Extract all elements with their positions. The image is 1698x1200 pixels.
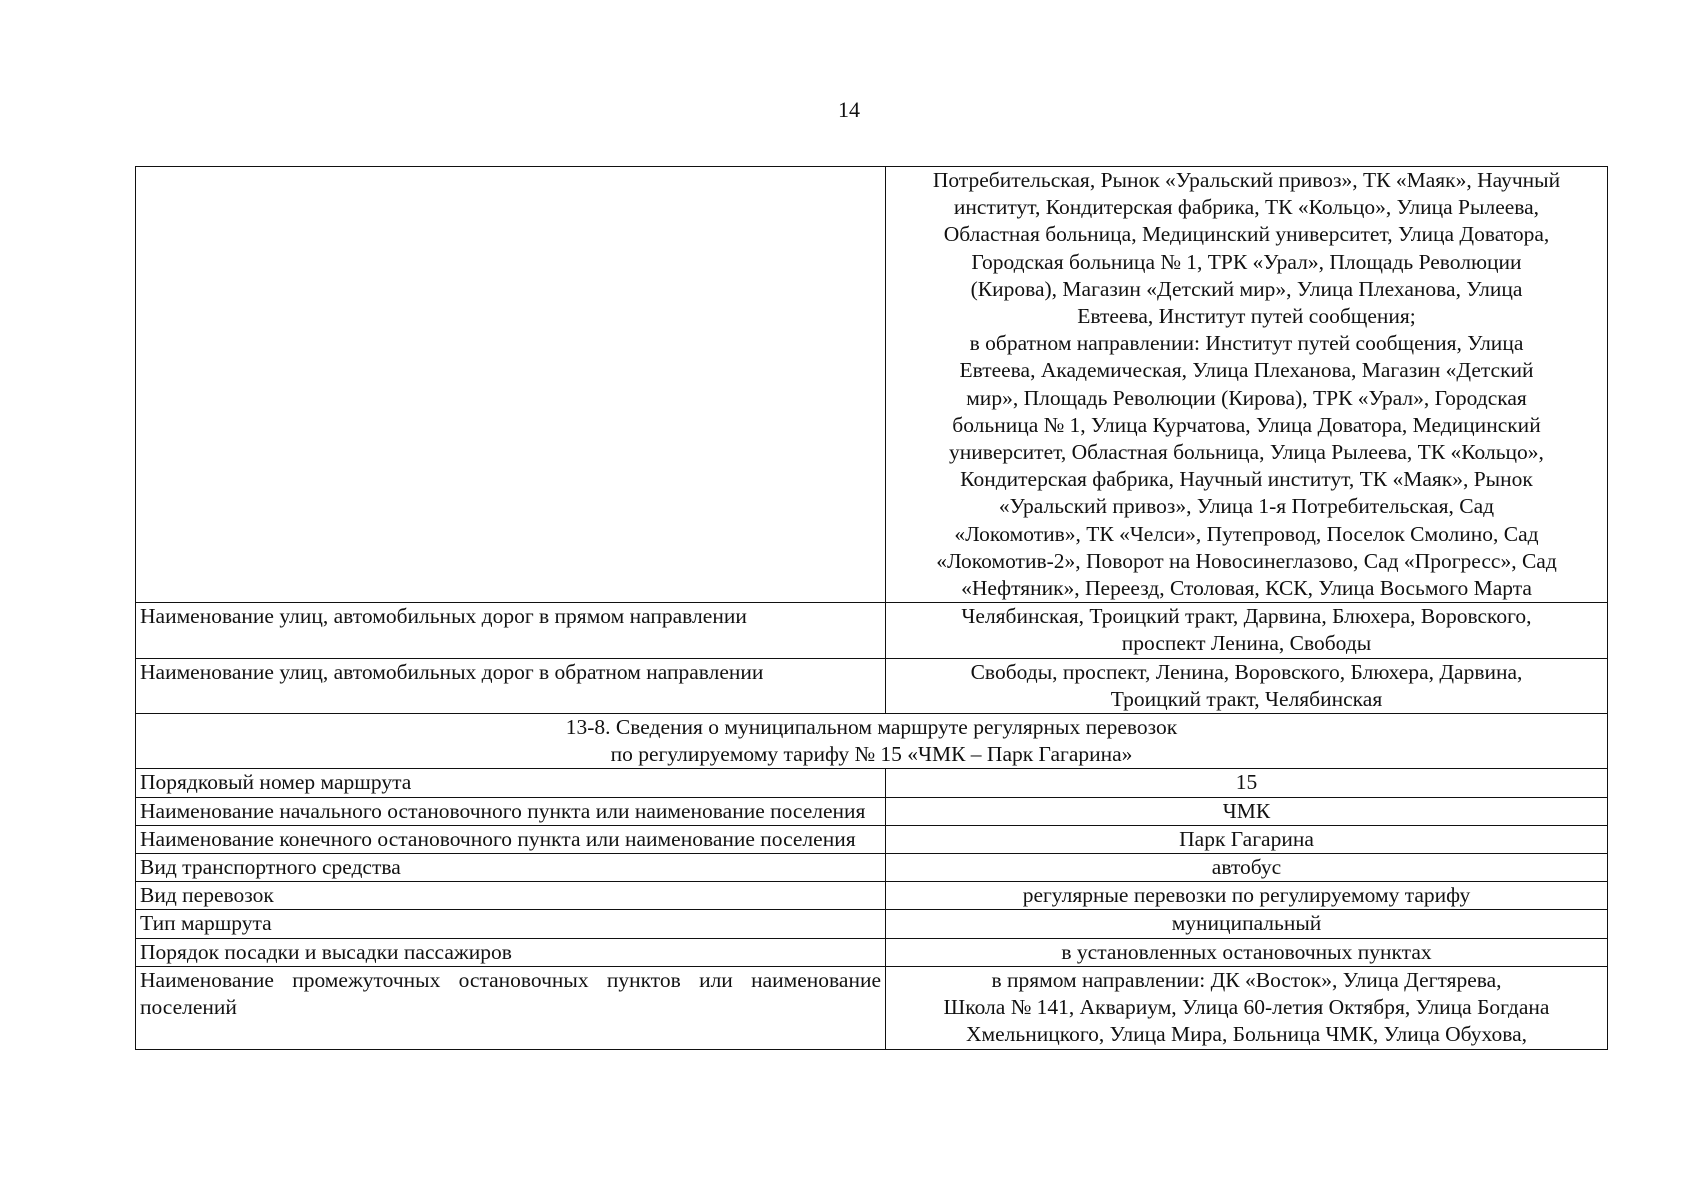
streets-forward-line: проспект Ленина, Свободы bbox=[1121, 631, 1372, 656]
table-row bbox=[136, 910, 1608, 938]
stops-line: Потребительская, Рынок «Уральский привоз», ТК «Маяк», Научный bbox=[932, 168, 1561, 192]
streets-forward-label: Наименование улиц, автомобильных дорог в прямом направлении bbox=[136, 603, 886, 658]
stops-line: университет, Областная больница, Улица Рылеева, ТК «Кольцо», bbox=[949, 440, 1544, 465]
intermediate-line: Школа № 141, Аквариум, Улица 60-летия Октября, Улица Богдана bbox=[943, 995, 1550, 1020]
stops-line: в обратном направлении: Институт путей сообщения, Улица bbox=[969, 331, 1524, 356]
route-number-value: 15 bbox=[886, 769, 1608, 797]
table-row bbox=[136, 938, 1608, 966]
end-stop-label: Наименование конечного остановочного пункта или наименование поселения bbox=[136, 825, 886, 853]
section-heading-row bbox=[136, 714, 1608, 769]
boarding-order-label: Порядок посадки и высадки пассажиров bbox=[136, 938, 886, 966]
streets-forward-line: Челябинская, Троицкий тракт, Дарвина, Блюхера, Воровского, bbox=[961, 604, 1532, 629]
table-row bbox=[136, 966, 1608, 1049]
streets-backward-label: Наименование улиц, автомобильных дорог в обратном направлении bbox=[136, 658, 886, 713]
continuation-label-cell bbox=[136, 167, 886, 603]
table-row bbox=[136, 658, 1608, 713]
stops-line: институт, Кондитерская фабрика, ТК «Кольцо», Улица Рылеева, bbox=[953, 195, 1540, 220]
transport-kind-label: Вид перевозок bbox=[136, 882, 886, 910]
transport-kind-value: регулярные перевозки по регулируемому тарифу bbox=[886, 882, 1608, 910]
stops-line: больница № 1, Улица Курчатова, Улица Доватора, Медицинский bbox=[952, 412, 1541, 437]
boarding-order-value: в установленных остановочных пунктах bbox=[886, 938, 1608, 966]
stops-line: «Локомотив», ТК «Челси», Путепровод, Поселок Смолино, Сад bbox=[954, 521, 1539, 546]
route-type-value: муниципальный bbox=[886, 910, 1608, 938]
route-table bbox=[135, 166, 1608, 1050]
stops-line: (Кирова), Магазин «Детский мир», Улица Плеханова, Улица bbox=[970, 276, 1523, 301]
start-stop-label: Наименование начального остановочного пункта или наименование поселения bbox=[136, 797, 886, 825]
streets-backward-line: Троицкий тракт, Челябинская bbox=[1110, 686, 1383, 711]
table-row bbox=[136, 603, 1608, 658]
start-stop-value: ЧМК bbox=[886, 797, 1608, 825]
route-number-label: Порядковый номер маршрута bbox=[136, 769, 886, 797]
end-stop-value: Парк Гагарина bbox=[886, 825, 1608, 853]
table-row bbox=[136, 854, 1608, 882]
stops-line: «Локомотив-2», Поворот на Новосинеглазово, Сад «Прогресс», Сад bbox=[936, 548, 1557, 573]
intermediate-line: Хмельницкого, Улица Мира, Больница ЧМК, Улица Обухова, bbox=[965, 1022, 1527, 1047]
stops-line: Евтеева, Институт путей сообщения; bbox=[1077, 304, 1416, 329]
section-title-line: по регулируемому тарифу № 15 «ЧМК – Парк Гагарина» bbox=[610, 742, 1133, 767]
stops-line: «Нефтяник», Переезд, Столовая, КСК, Улица Восьмого Марта bbox=[961, 576, 1532, 601]
stops-line: «Уральский привоз», Улица 1-я Потребительская, Сад bbox=[998, 494, 1495, 519]
table-row bbox=[136, 769, 1608, 797]
stops-line: Евтеева, Академическая, Улица Плеханова, Магазин «Детский bbox=[959, 358, 1534, 383]
intermediate-line: в прямом направлении: ДК «Восток», Улица Дегтярева, bbox=[991, 967, 1502, 992]
continuation-stops-cell bbox=[886, 167, 1608, 603]
stops-line: мир», Площадь Революции (Кирова), ТРК «Урал», Городская bbox=[966, 385, 1527, 410]
table-row bbox=[136, 167, 1608, 603]
route-type-label: Тип маршрута bbox=[136, 910, 886, 938]
section-title-line: 13-8. Сведения о муниципальном маршруте регулярных перевозок bbox=[565, 715, 1178, 740]
stops-line: Городская больница № 1, ТРК «Урал», Площадь Революции bbox=[971, 249, 1522, 274]
table-row bbox=[136, 797, 1608, 825]
intermediate-stops-label: Наименование промежуточных остановочных пунктов или наименование поселений bbox=[136, 966, 886, 1049]
streets-backward-line: Свободы, проспект, Ленина, Воровского, Блюхера, Дарвина, bbox=[970, 659, 1523, 684]
table-row bbox=[136, 882, 1608, 910]
vehicle-type-label: Вид транспортного средства bbox=[136, 854, 886, 882]
stops-line: Областная больница, Медицинский университет, Улица Доватора, bbox=[943, 222, 1550, 247]
stops-line: Кондитерская фабрика, Научный институт, ТК «Маяк», Рынок bbox=[960, 467, 1533, 492]
intermediate-stops-value bbox=[886, 966, 1608, 1049]
streets-backward-value bbox=[886, 658, 1608, 713]
section-heading bbox=[136, 714, 1608, 769]
streets-forward-value bbox=[886, 603, 1608, 658]
page-number: 14 bbox=[838, 97, 860, 122]
table-row bbox=[136, 825, 1608, 853]
vehicle-type-value: автобус bbox=[886, 854, 1608, 882]
